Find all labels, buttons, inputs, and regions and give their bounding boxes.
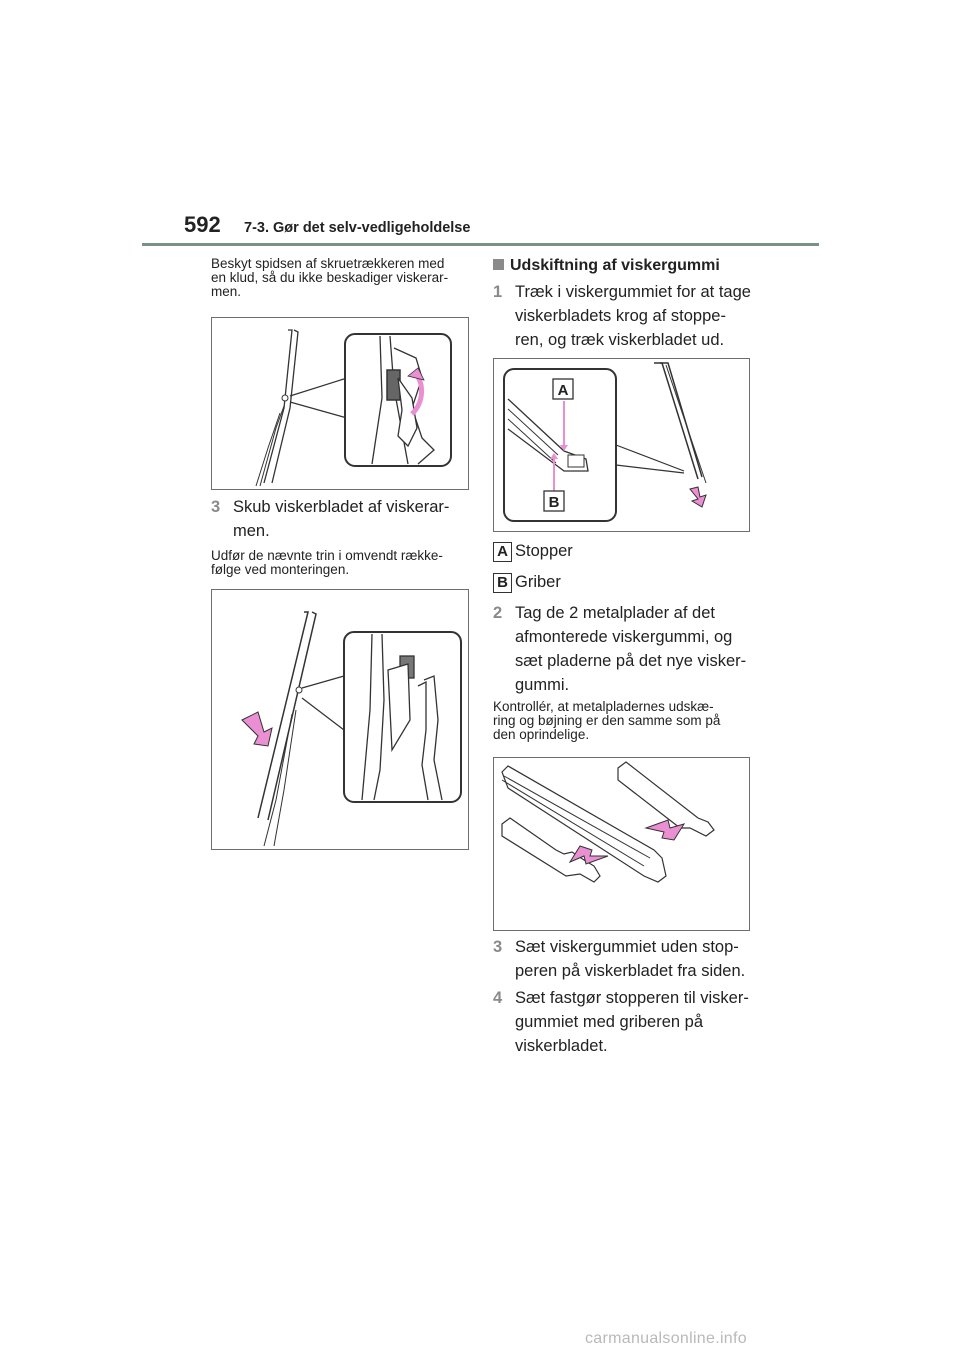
legend-stopper xyxy=(493,542,693,564)
stopper-gripper-illustration xyxy=(494,359,749,531)
header-rule xyxy=(142,243,819,246)
note-line: den oprindelige. xyxy=(493,727,590,742)
step-line: Sæt fastgør stopperen til visker- xyxy=(515,989,749,1007)
step-line: men. xyxy=(233,522,270,540)
step-number: 4 xyxy=(493,989,503,1007)
step-line: gummi. xyxy=(515,676,570,694)
reverse-order-note xyxy=(211,549,471,577)
step-4-fasten-stopper xyxy=(493,986,763,1058)
step-line: Tag de 2 metalplader af det xyxy=(515,604,715,622)
label-a: A xyxy=(557,382,569,399)
figure-blade-removal xyxy=(211,589,469,850)
figure-wiper-arm-pry xyxy=(211,317,469,490)
step-line: Skub viskerbladet af viskerar- xyxy=(233,498,450,516)
screwdriver-protection-note xyxy=(211,257,471,299)
step-line: afmonterede viskergummi, og xyxy=(515,628,733,646)
note-line: ring og bøjning er den samme som på xyxy=(493,713,721,728)
label-b: B xyxy=(548,494,560,511)
figure-stopper-gripper xyxy=(493,358,750,532)
step-3-insert-rubber xyxy=(493,935,763,983)
note-line: Udfør de nævnte trin i omvendt række- xyxy=(211,548,443,563)
subheading-text: Udskiftning af viskergummi xyxy=(510,257,720,274)
step-1-pull-rubber xyxy=(493,280,763,352)
legend-key-a: A xyxy=(493,542,512,562)
note-line: en klud, så du ikke beskadiger viskerar- xyxy=(211,270,449,285)
step-number: 2 xyxy=(493,604,503,622)
step-3-push-blade-off xyxy=(211,495,471,543)
page-number: 592 xyxy=(184,212,221,237)
check-plates-note xyxy=(493,700,753,742)
note-line: Kontrollér, at metalpladernes udskæ- xyxy=(493,699,714,714)
step-number: 1 xyxy=(493,283,503,301)
step-line: sæt pladerne på det nye visker- xyxy=(515,652,747,670)
legend-gripper xyxy=(493,573,693,595)
step-2-metal-plates xyxy=(493,601,763,697)
watermark: carmanualsonline.info xyxy=(585,1330,747,1347)
wiper-arm-pry-illustration xyxy=(212,318,468,489)
step-line: Træk i viskergummiet for at tage xyxy=(515,283,751,301)
legend-text: Stopper xyxy=(515,542,573,560)
legend-key-b: B xyxy=(493,573,512,593)
step-line: viskerbladets krog af stoppe- xyxy=(515,307,726,325)
step-number: 3 xyxy=(211,498,221,516)
note-line: men. xyxy=(211,284,242,299)
step-line: gummiet med griberen på xyxy=(515,1013,704,1031)
step-number: 3 xyxy=(493,938,503,956)
metal-plates-illustration xyxy=(494,758,749,930)
replacement-subheading xyxy=(493,257,720,275)
step-line: Sæt viskergummiet uden stop- xyxy=(515,938,739,956)
legend-text: Griber xyxy=(515,573,561,591)
note-line: Beskyt spidsen af skruetrækkeren med xyxy=(211,256,445,271)
note-line: følge ved monteringen. xyxy=(211,562,350,577)
figure-metal-plates xyxy=(493,757,750,931)
square-bullet-icon xyxy=(493,259,504,270)
step-line: peren på viskerbladet fra siden. xyxy=(515,962,746,980)
step-line: viskerbladet. xyxy=(515,1037,608,1055)
step-line: ren, og træk viskerbladet ud. xyxy=(515,331,725,349)
section-title: 7-3. Gør det selv-vedligeholdelse xyxy=(244,220,471,236)
blade-removal-illustration xyxy=(212,590,468,849)
